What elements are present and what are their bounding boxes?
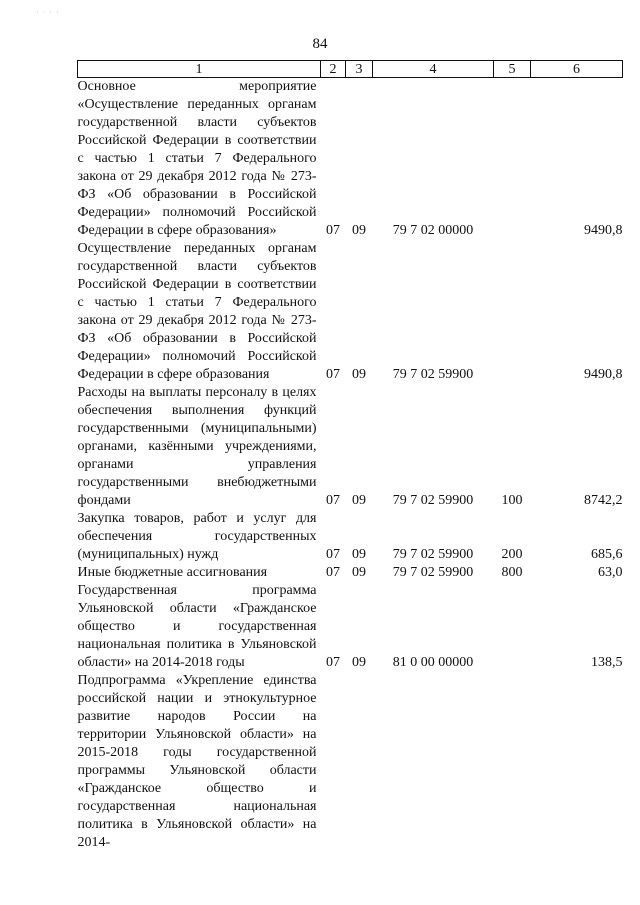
row-subsection-code: 09 [352, 493, 366, 508]
table-header [78, 61, 623, 78]
row-target-article-code [373, 672, 494, 852]
row-amount: 9490,8 [584, 223, 623, 238]
table-body [78, 78, 623, 853]
column-header-5: 5 [494, 61, 531, 78]
table-row [78, 78, 623, 241]
column-header-2: 2 [321, 61, 346, 78]
row-expense-type-code: 100 [501, 493, 523, 508]
row-expense-type-code: 800 [501, 565, 523, 580]
row-section-code: 07 [326, 493, 340, 508]
table-row [78, 384, 623, 510]
row-description: Иные бюджетные ассигнования [77, 565, 268, 580]
row-description: Подпрограмма «Укрепление единства российской нации и этнокультурное развитие народов России на территории Ульяновской области» на 2015-2018 годы государственной программы Ульяновской области «Гражданское общество и государственная национальная политика в Ульяновской области» на 2014- [77, 673, 317, 850]
row-section-code: 07 [326, 655, 340, 670]
row-target-article-code: 79 7 02 59900 [392, 547, 474, 562]
budget-table [77, 60, 623, 852]
table-row [78, 582, 623, 672]
row-subsection-code: 09 [352, 565, 366, 580]
row-section-code [321, 672, 346, 852]
row-target-article-code: 79 7 02 59900 [392, 367, 474, 382]
row-amount: 9490,8 [584, 367, 623, 382]
column-header-6: 6 [531, 61, 623, 78]
row-subsection-code: 09 [352, 547, 366, 562]
table-row [78, 240, 623, 384]
column-header-1: 1 [78, 61, 321, 78]
row-description: Осуществление переданных органам государственной власти субъектов Российской Федерации в соответствии с частью 1 статьи 7 Федерального закона от 29 декабря 2012 года № 273-ФЗ «Об образовании в Российской Федерации» полномочий Российской Федерации в сфере образования [77, 241, 317, 382]
row-subsection-code: 09 [352, 655, 366, 670]
row-amount: 63,0 [598, 565, 623, 580]
row-description: Основное мероприятие «Осуществление переданных органам государственной власти субъектов Российской Федерации в соответствии с частью 1 статьи 7 Федерального закона от 29 декабря 2012 года № 273-ФЗ «Об образовании в Российской Федерации» полномочий Российской Федерации в сфере образования» [77, 79, 317, 238]
row-target-article-code: 81 0 00 00000 [392, 655, 474, 670]
row-expense-type-code [494, 78, 531, 241]
row-target-article-code: 79 7 02 59900 [392, 493, 474, 508]
row-expense-type-code: 200 [501, 547, 523, 562]
row-amount [531, 672, 623, 852]
margin-mark: · · · · [36, 8, 60, 17]
row-amount: 138,5 [591, 655, 623, 670]
row-section-code: 07 [326, 223, 340, 238]
header-row [78, 61, 623, 78]
table-row [78, 564, 623, 582]
row-amount: 685,6 [591, 547, 623, 562]
row-description: Расходы на выплаты персоналу в целях обеспечения выполнения функций государственными (муниципальными) органами, казёнными учреждениями, органами управления государственными внебюджетными фондами [77, 385, 317, 508]
row-subsection-code: 09 [352, 367, 366, 382]
row-section-code: 07 [326, 565, 340, 580]
row-amount: 8742,2 [584, 493, 623, 508]
table-row [78, 510, 623, 564]
row-expense-type-code [494, 240, 531, 384]
row-subsection-code: 09 [352, 223, 366, 238]
column-header-4: 4 [373, 61, 494, 78]
row-section-code: 07 [326, 367, 340, 382]
row-subsection-code [346, 672, 373, 852]
table-row [78, 672, 623, 852]
row-expense-type-code [494, 582, 531, 672]
row-section-code: 07 [326, 547, 340, 562]
row-target-article-code: 79 7 02 59900 [392, 565, 474, 580]
row-target-article-code: 79 7 02 00000 [392, 223, 474, 238]
row-description: Государственная программа Ульяновской области «Гражданское общество и государственная национальная политика в Ульяновской области» на 2014-2018 годы [77, 583, 317, 670]
row-description: Закупка товаров, работ и услуг для обеспечения государственных (муниципальных) нужд [77, 511, 317, 562]
column-header-3: 3 [346, 61, 373, 78]
page-number: 84 [312, 36, 328, 52]
row-expense-type-code [494, 672, 531, 852]
